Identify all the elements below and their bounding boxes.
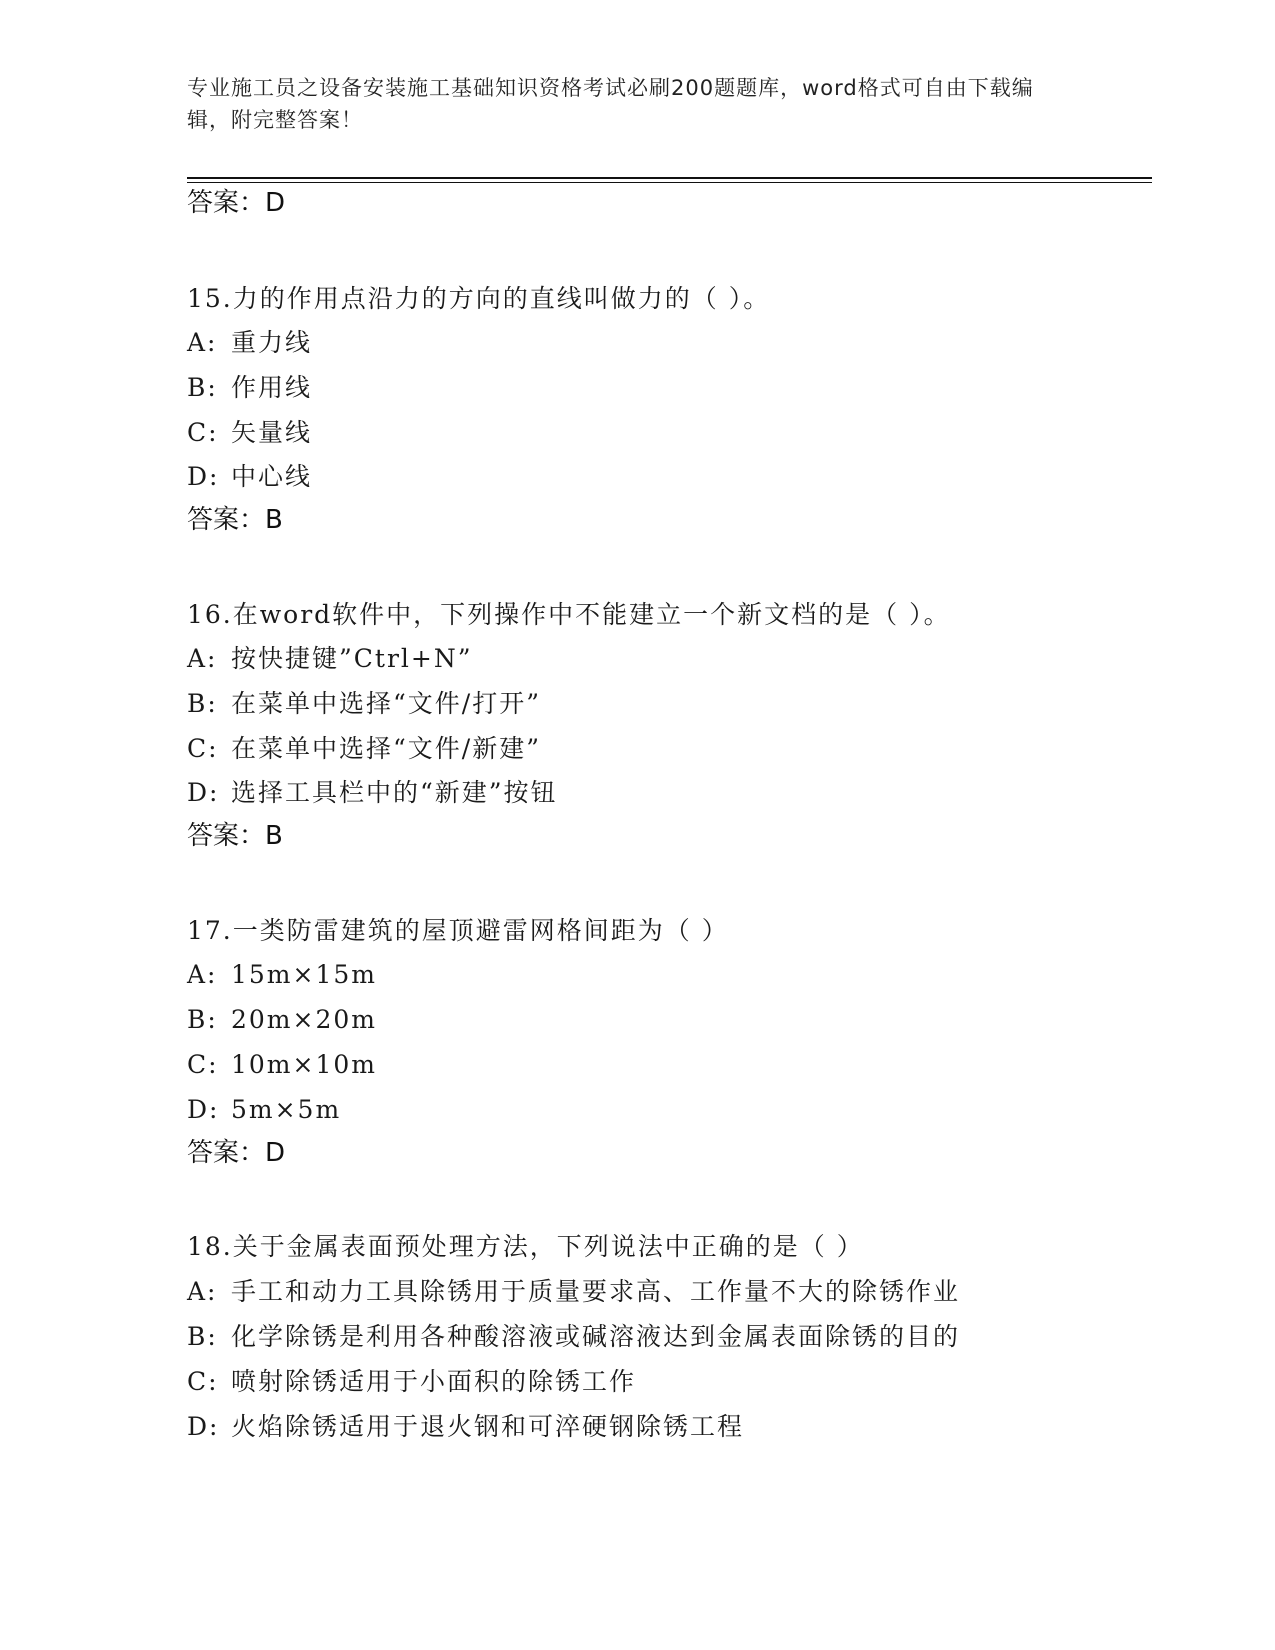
question-16-option-d — [187, 776, 558, 810]
option-label: B: — [187, 689, 218, 718]
question-15-option-a — [187, 326, 312, 360]
option-text: 火焰除锈适用于退火钢和可淬硬钢除锈工程 — [231, 1412, 745, 1441]
question-18-option-b — [187, 1320, 960, 1354]
option-text: 15m×15m — [231, 960, 377, 989]
option-text: 重力线 — [231, 328, 313, 357]
document-header: 专业施工员之设备安装施工基础知识资格考试必刷200题题库，word格式可自由下载编辑，附完整答案！ — [187, 76, 1034, 132]
option-text: 选择工具栏中的“新建”按钮 — [231, 778, 558, 807]
header-divider-thick — [187, 177, 1152, 179]
question-16-answer: 答案：B — [187, 821, 283, 851]
question-15-stem: 15.力的作用点沿力的方向的直线叫做力的（ ）。 — [187, 284, 771, 313]
question-17-stem: 17.一类防雷建筑的屋顶避雷网格间距为（ ） — [187, 916, 729, 945]
question-16-stem: 16.在word软件中，下列操作中不能建立一个新文档的是（ ）。 — [187, 600, 951, 629]
option-label: D: — [187, 462, 220, 491]
question-15-option-b — [187, 371, 312, 405]
question-17-option-c — [187, 1048, 377, 1082]
question-18-stem: 18.关于金属表面预处理方法，下列说法中正确的是（ ） — [187, 1232, 864, 1261]
question-18-option-d — [187, 1410, 744, 1444]
option-label: D: — [187, 1412, 220, 1441]
question-18-option-c — [187, 1365, 636, 1399]
option-label: D: — [187, 1095, 220, 1124]
option-text: 按快捷键”Ctrl+N” — [231, 644, 473, 673]
question-17-answer: 答案：D — [187, 1138, 286, 1168]
question-16-option-c — [187, 732, 541, 766]
option-text: 在菜单中选择“文件/新建” — [231, 734, 541, 763]
question-15-option-d — [187, 460, 312, 494]
option-text: 矢量线 — [231, 418, 313, 447]
option-text: 中心线 — [231, 462, 313, 491]
answer-previous: 答案：D — [187, 188, 286, 218]
option-label: D: — [187, 778, 220, 807]
option-label: A: — [187, 328, 218, 357]
question-15-option-c — [187, 416, 312, 450]
option-label: C: — [187, 418, 219, 447]
option-text: 作用线 — [231, 373, 313, 402]
option-text: 手工和动力工具除锈用于质量要求高、工作量不大的除锈作业 — [231, 1277, 961, 1306]
option-label: B: — [187, 1005, 218, 1034]
question-15-answer: 答案：B — [187, 505, 283, 535]
option-label: B: — [187, 373, 218, 402]
question-17-option-d — [187, 1093, 341, 1127]
option-text: 化学除锈是利用各种酸溶液或碱溶液达到金属表面除锈的目的 — [231, 1322, 961, 1351]
option-label: B: — [187, 1322, 218, 1351]
question-16-option-a — [187, 642, 473, 676]
question-18-option-a — [187, 1275, 960, 1309]
option-text: 在菜单中选择“文件/打开” — [231, 689, 541, 718]
header-divider-thin — [187, 182, 1152, 183]
option-text: 5m×5m — [231, 1095, 342, 1124]
option-label: C: — [187, 734, 219, 763]
option-text: 20m×20m — [231, 1005, 377, 1034]
option-text: 喷射除锈适用于小面积的除锈工作 — [231, 1367, 637, 1396]
option-text: 10m×10m — [231, 1050, 377, 1079]
option-label: A: — [187, 644, 218, 673]
option-label: C: — [187, 1050, 219, 1079]
option-label: C: — [187, 1367, 219, 1396]
option-label: A: — [187, 960, 218, 989]
question-16-option-b — [187, 687, 541, 721]
question-17-option-b — [187, 1003, 377, 1037]
question-17-option-a — [187, 958, 377, 992]
option-label: A: — [187, 1277, 218, 1306]
